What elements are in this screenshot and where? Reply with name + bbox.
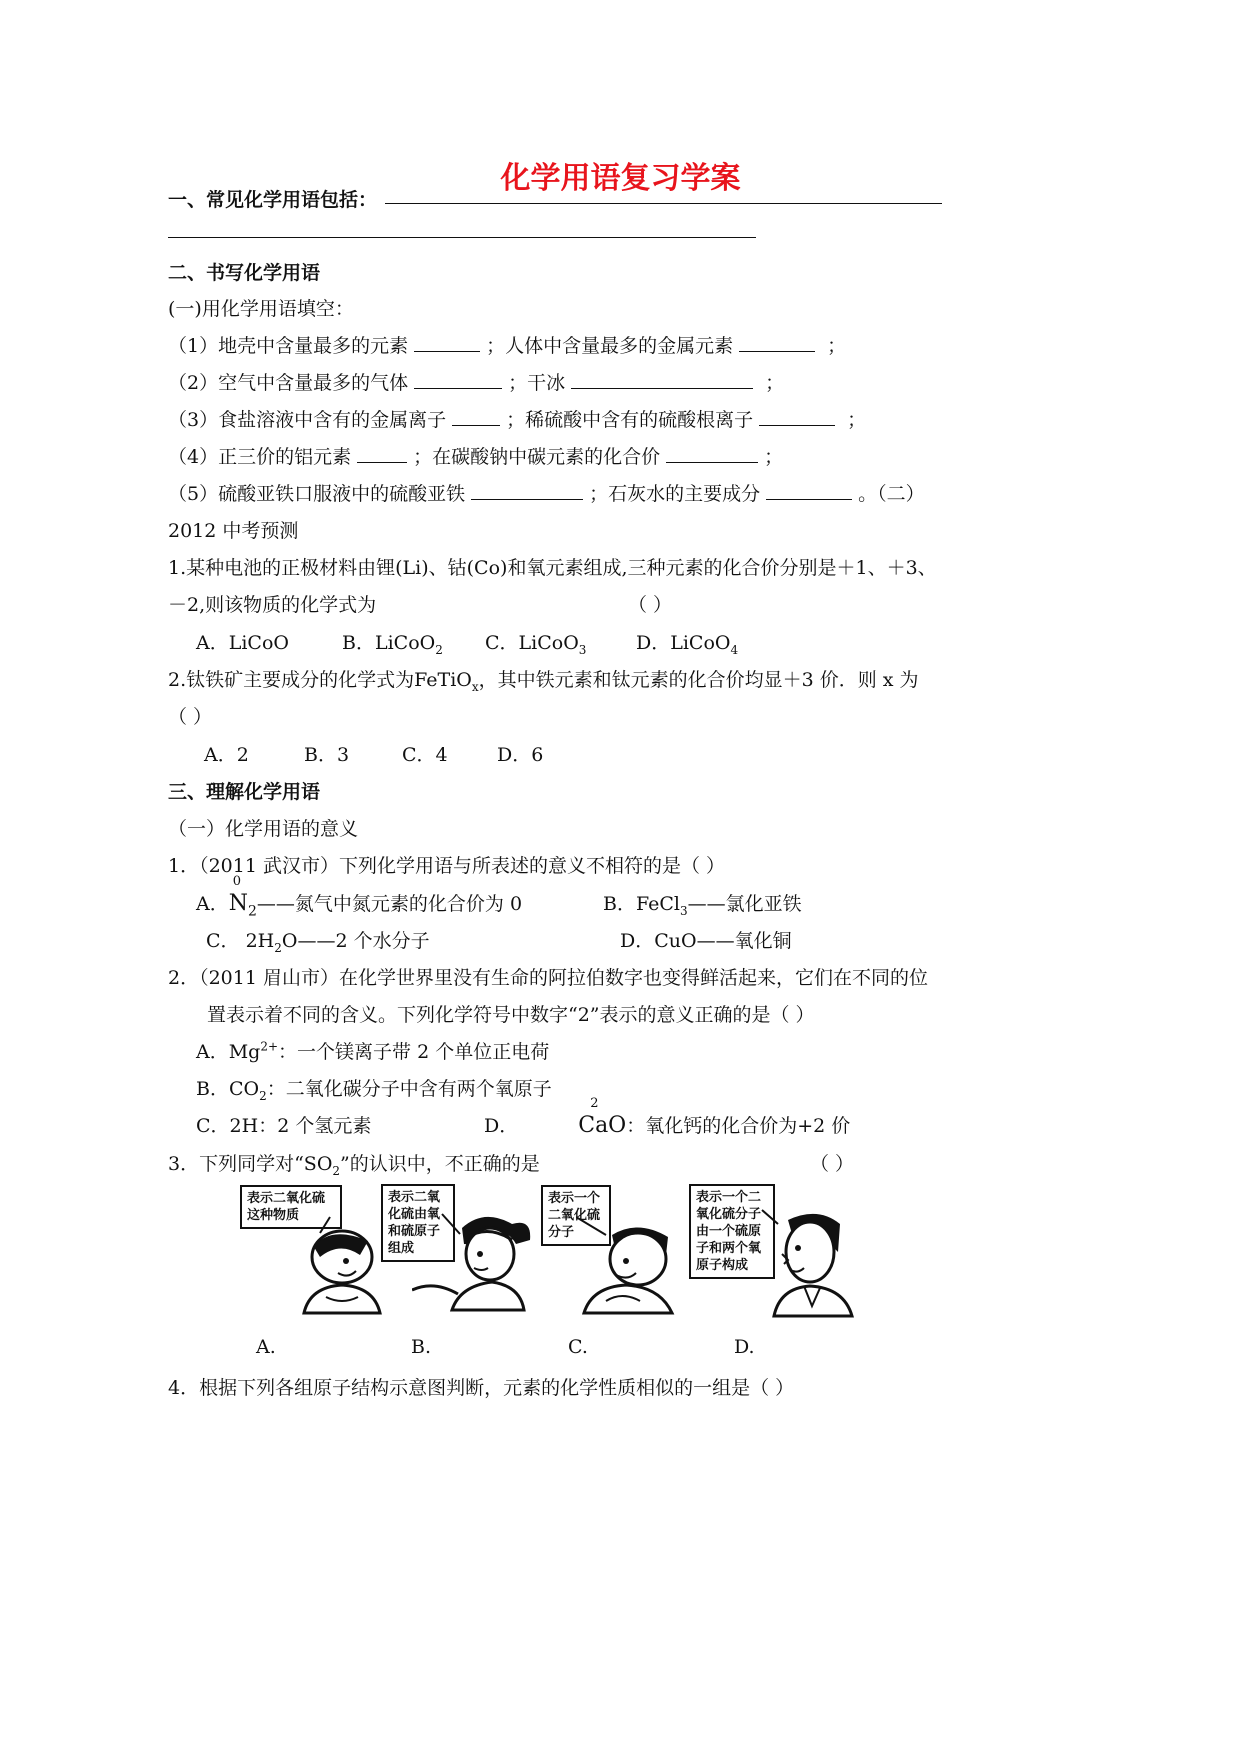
- problem-1-text: 1.某种电池的正极材料由锂(Li)、钴(Co)和氧元素组成,三种元素的化合价分别是＋1、＋3、: [168, 557, 937, 579]
- fill-line: [385, 203, 942, 204]
- cartoon-label-c: C.: [568, 1336, 588, 1358]
- problem-2-text: 2.钛铁矿主要成分的化学式为FeTiO$_x$，其中铁元素和钛元素的化合价均显＋3 价．则 x 为: [168, 669, 919, 694]
- section-3-heading: 三、理解化学用语: [168, 781, 321, 803]
- option-b[interactable]: B．LiCoO$_2$: [342, 632, 443, 657]
- answer-blank[interactable]: [739, 332, 815, 352]
- problem-1-text-cont: －2,则该物质的化学式为: [168, 594, 377, 616]
- formula-cao: 2 CaO: [578, 1096, 627, 1138]
- question-line: [168, 368, 784, 395]
- option-c[interactable]: C．LiCoO$_3$: [485, 632, 587, 657]
- question-text: ；石灰水的主要成分: [589, 483, 761, 505]
- answer-blank[interactable]: [666, 443, 758, 463]
- section-1-heading: 一、常见化学用语包括：: [168, 189, 378, 211]
- question-text: ；在碳酸钠中碳元素的化合价: [413, 446, 661, 468]
- answer-blank[interactable]: [414, 369, 502, 389]
- option-c[interactable]: C．2H：2 个氢元素: [196, 1115, 372, 1137]
- question-3-2: 2．（2011 眉山市）在化学世界里没有生命的阿拉伯数字也变得鲜活起来，它们在不同的位: [168, 967, 928, 989]
- question-text: （2）空气中含量最多的气体: [168, 372, 409, 394]
- answer-blank[interactable]: [452, 406, 500, 426]
- speech-bubble-d: 表示一个二氧化硫分子由一个硫原子和两个氧原子构成: [689, 1184, 775, 1279]
- question-text: 。（二）: [858, 483, 925, 505]
- question-text: （1）地壳中含量最多的元素: [168, 335, 409, 357]
- answer-paren[interactable]: （ ）: [168, 706, 213, 728]
- fill-line: [168, 237, 756, 238]
- punct: ；: [821, 335, 847, 357]
- option-a[interactable]: A．LiCoO: [196, 632, 289, 654]
- option-b[interactable]: B．3: [304, 744, 350, 766]
- option-a[interactable]: A．$Mg^{2+}$：一个镁离子带 2 个单位正电荷: [196, 1039, 550, 1063]
- question-3-1: 1．（2011 武汉市）下列化学用语与所表述的意义不相符的是（ ）: [168, 855, 726, 877]
- question-3-3: 3．下列同学对“$SO_2$”的认识中，不正确的是: [168, 1153, 540, 1178]
- answer-blank[interactable]: [759, 406, 835, 426]
- answer-paren[interactable]: （ ）: [628, 594, 673, 616]
- option-d[interactable]: D．6: [497, 744, 544, 766]
- forecast-heading: 2012 中考预测: [168, 520, 299, 542]
- speech-bubble-a: 表示二氧化硫这种物质: [240, 1185, 342, 1229]
- question-3-4: 4．根据下列各组原子结构示意图判断，元素的化学性质相似的一组是（ ）: [168, 1377, 795, 1399]
- question-line: [168, 442, 783, 469]
- option-b[interactable]: B．$CO_2$：二氧化碳分子中含有两个氧原子: [196, 1078, 552, 1103]
- question-line: [168, 405, 866, 432]
- subsection-heading: （一）化学用语的意义: [168, 818, 359, 840]
- question-text: ；人体中含量最多的金属元素: [486, 335, 734, 357]
- answer-blank[interactable]: [471, 480, 583, 500]
- question-line: [168, 331, 846, 358]
- question-line: [168, 479, 925, 506]
- question-text: （5）硫酸亚铁口服液中的硫酸亚铁: [168, 483, 466, 505]
- question-text: （3）食盐溶液中含有的金属离子: [168, 409, 447, 431]
- option-c[interactable]: C． $2H_2O——2$ 个水分子: [206, 930, 430, 955]
- question-3-2-cont: 置表示着不同的含义。下列化学符号中数字“2”表示的意义正确的是（ ）: [207, 1004, 815, 1026]
- option-a[interactable]: A．2: [204, 744, 249, 766]
- answer-blank[interactable]: [414, 332, 480, 352]
- boy-c-illustration: [576, 1215, 686, 1315]
- speech-bubble-b: 表示二氧化硫由氧和硫原子组成: [381, 1184, 455, 1262]
- formula-n2: 0 $N_2$: [228, 874, 257, 920]
- option-c[interactable]: C．4: [402, 744, 448, 766]
- question-text: ；稀硫酸中含有的硫酸根离子: [506, 409, 754, 431]
- option-d[interactable]: D． 2 CaO：氧化钙的化合价为+2 价: [484, 1096, 851, 1138]
- speech-bubble-c: 表示一个二氧化硫分子: [541, 1185, 611, 1246]
- girl-b-illustration: [412, 1210, 542, 1315]
- answer-blank[interactable]: [357, 443, 407, 463]
- option-d[interactable]: D．CuO——氧化铜: [620, 930, 792, 952]
- question-text: ；干冰: [508, 372, 566, 394]
- punct: ；: [764, 446, 784, 468]
- man-d-illustration: [752, 1208, 862, 1318]
- answer-paren[interactable]: （ ）: [810, 1153, 855, 1175]
- section-2-heading: 二、书写化学用语: [168, 262, 321, 284]
- option-d[interactable]: D．LiCoO$_4$: [636, 632, 739, 657]
- document-title: 化学用语复习学案: [500, 161, 741, 196]
- punct: ；: [759, 372, 785, 394]
- boy-a-illustration: [290, 1215, 390, 1315]
- option-a[interactable]: A． 0 $N_2——$氮气中氮元素的化合价为 0: [196, 874, 523, 920]
- cartoon-label-d: D.: [734, 1336, 755, 1358]
- answer-blank[interactable]: [766, 480, 852, 500]
- answer-blank[interactable]: [571, 369, 753, 389]
- option-b[interactable]: B．FeCl$_3$——氯化亚铁: [603, 893, 802, 918]
- punct: ；: [841, 409, 867, 431]
- cartoon-label-a: A.: [256, 1336, 276, 1358]
- subsection-heading: (一)用化学用语填空：: [168, 298, 354, 320]
- cartoon-label-b: B.: [411, 1336, 432, 1358]
- question-text: （4）正三价的铝元素: [168, 446, 352, 468]
